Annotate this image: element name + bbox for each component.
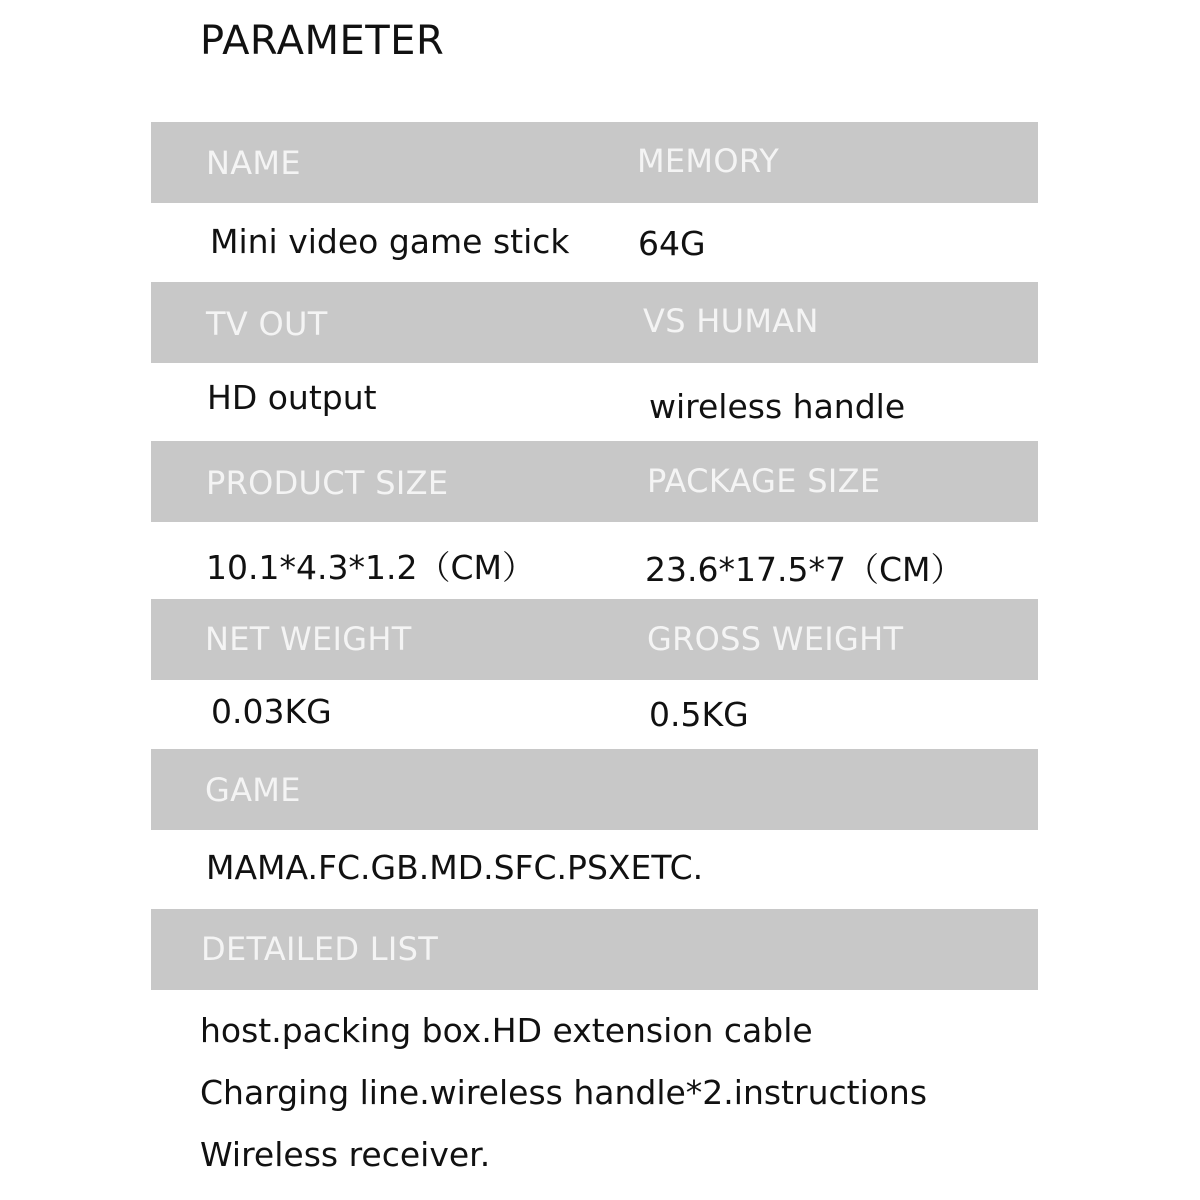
detailed-list-line: host.packing box.HD extension cable bbox=[200, 1011, 813, 1050]
value-name: Mini video game stick bbox=[210, 222, 570, 261]
value-tv-out: HD output bbox=[207, 378, 377, 417]
header-memory: MEMORY bbox=[637, 142, 780, 180]
value-package-size: 23.6*17.5*7（CM） bbox=[645, 550, 964, 589]
header-product-size: PRODUCT SIZE bbox=[206, 464, 449, 502]
value-memory: 64G bbox=[638, 224, 706, 263]
header-net-weight: NET WEIGHT bbox=[205, 620, 412, 658]
header-vs-human: VS HUMAN bbox=[643, 302, 819, 340]
header-detailed-list: DETAILED LIST bbox=[201, 930, 439, 968]
value-game: MAMA.FC.GB.MD.SFC.PSXETC. bbox=[206, 848, 704, 887]
value-net-weight: 0.03KG bbox=[211, 692, 332, 731]
header-package-size: PACKAGE SIZE bbox=[647, 462, 881, 500]
page-title: PARAMETER bbox=[200, 18, 445, 64]
header-gross-weight: GROSS WEIGHT bbox=[647, 620, 904, 658]
detailed-list-line: Charging line.wireless handle*2.instructions bbox=[200, 1073, 928, 1112]
detailed-list-line: Wireless receiver. bbox=[200, 1135, 491, 1174]
header-tv-out: TV OUT bbox=[206, 305, 328, 343]
value-product-size: 10.1*4.3*1.2（CM） bbox=[206, 548, 535, 587]
value-vs-human: wireless handle bbox=[649, 387, 906, 426]
header-name: NAME bbox=[206, 144, 301, 182]
value-gross-weight: 0.5KG bbox=[649, 695, 749, 734]
header-game: GAME bbox=[205, 771, 301, 809]
